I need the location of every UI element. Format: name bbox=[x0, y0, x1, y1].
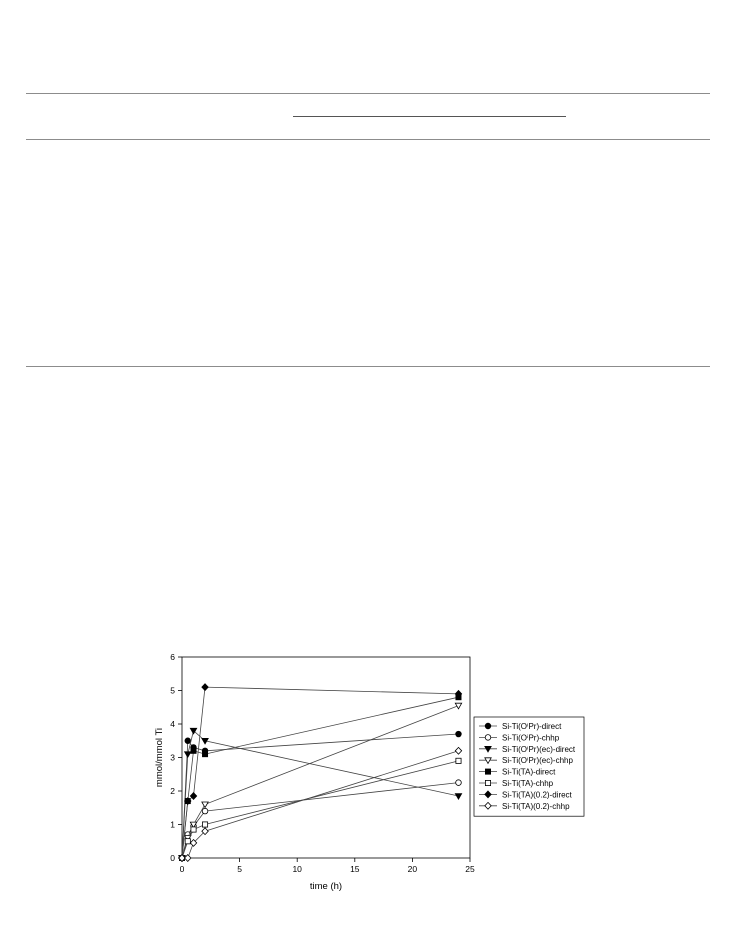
data-point bbox=[202, 808, 208, 814]
legend-marker bbox=[485, 723, 491, 729]
series-7 bbox=[179, 684, 462, 862]
data-point bbox=[202, 802, 208, 808]
x-tick-label: 15 bbox=[350, 864, 360, 874]
y-tick-label: 6 bbox=[170, 652, 175, 662]
data-point bbox=[202, 822, 207, 827]
legend-label: Si-Ti(TA)(0.2)-chhp bbox=[502, 801, 570, 811]
y-tick-label: 2 bbox=[170, 786, 175, 796]
axes bbox=[170, 652, 475, 874]
series-line bbox=[182, 687, 459, 858]
y-tick-label: 3 bbox=[170, 752, 175, 763]
legend-label: Si-Ti(OⁱPr)(ec)-direct bbox=[502, 744, 576, 754]
data-point bbox=[455, 747, 461, 754]
series-line bbox=[182, 734, 459, 858]
legend-label: Si-Ti(OⁱPr)-chhp bbox=[502, 733, 560, 743]
series-lines bbox=[179, 684, 462, 862]
legend-marker bbox=[485, 780, 490, 785]
legend-label: Si-Ti(OⁱPr)-direct bbox=[502, 722, 562, 731]
y-axis-label: mmol/mmol Ti bbox=[154, 727, 165, 788]
x-tick-label: 5 bbox=[237, 864, 242, 874]
series-4 bbox=[179, 703, 462, 861]
y-tick-label: 0 bbox=[170, 853, 175, 863]
data-point bbox=[455, 703, 461, 709]
legend-marker bbox=[485, 735, 491, 741]
x-tick-label: 10 bbox=[292, 864, 302, 874]
series-line bbox=[182, 783, 459, 858]
legend-label: Si-Ti(TA)-direct bbox=[502, 767, 556, 777]
legend-label: Si-Ti(OⁱPr)(ec)-chhp bbox=[502, 756, 573, 766]
series-8 bbox=[179, 747, 462, 861]
data-point bbox=[185, 752, 191, 758]
series-line bbox=[182, 697, 459, 858]
x-axis-label: time (h) bbox=[309, 881, 343, 892]
data-point bbox=[456, 731, 462, 737]
legend-label: Si-Ti(TA)-chhp bbox=[502, 779, 554, 788]
y-tick-label: 1 bbox=[170, 819, 175, 830]
data-point bbox=[456, 758, 461, 763]
x-tick-label: 25 bbox=[465, 864, 475, 874]
x-tick-label: 0 bbox=[179, 864, 185, 874]
data-point bbox=[455, 794, 461, 800]
series-line bbox=[182, 761, 459, 858]
x-tick-label: 20 bbox=[407, 864, 418, 874]
legend-marker bbox=[485, 769, 490, 774]
data-point bbox=[185, 738, 191, 744]
data-point bbox=[456, 780, 462, 786]
series-5 bbox=[179, 695, 461, 861]
y-tick-label: 4 bbox=[170, 719, 175, 729]
data-point bbox=[202, 752, 207, 757]
data-point bbox=[191, 827, 196, 832]
y-tick-label: 5 bbox=[170, 685, 175, 696]
legend bbox=[474, 717, 584, 816]
series-line bbox=[182, 751, 459, 858]
data-point bbox=[191, 748, 196, 753]
data-point bbox=[202, 684, 208, 691]
legend-label: Si-Ti(TA)(0.2)-direct bbox=[502, 790, 572, 800]
data-point bbox=[185, 839, 190, 844]
